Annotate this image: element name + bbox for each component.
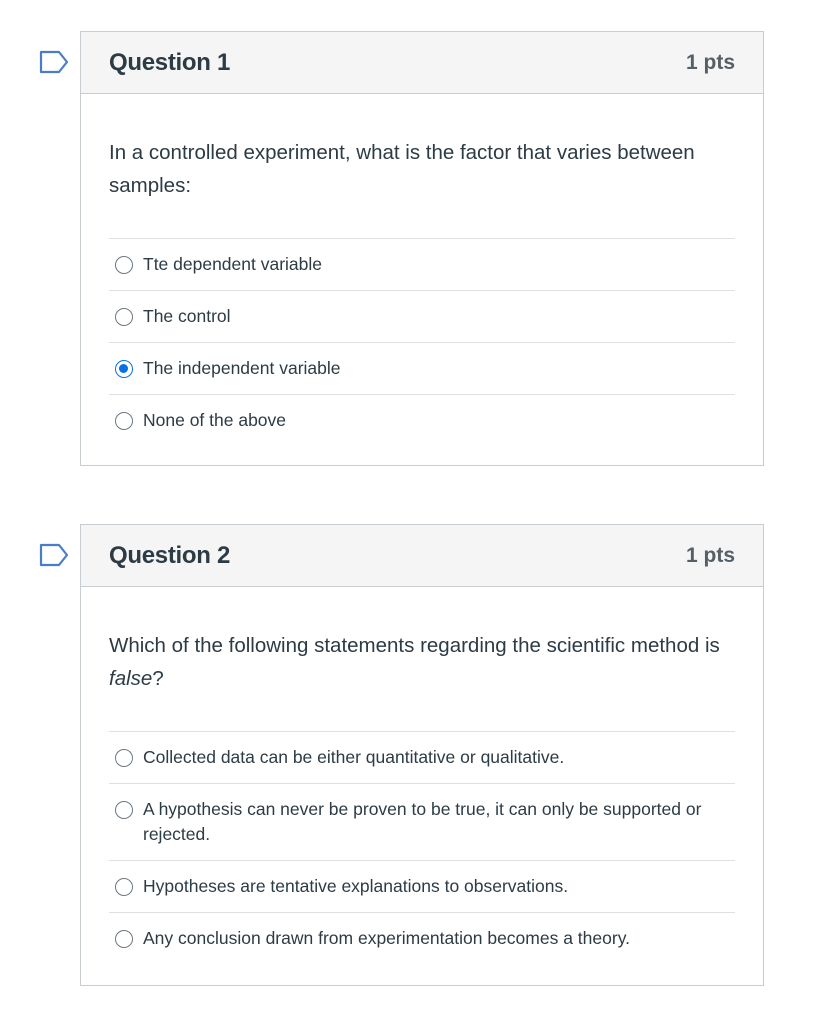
question-points: 1 pts [685, 50, 735, 74]
answer-label: None of the above [143, 410, 287, 430]
question-text-part: ? [152, 667, 164, 690]
answer-label: Tte dependent variable [143, 254, 323, 274]
answer-option[interactable] [109, 783, 735, 860]
question-body [81, 587, 763, 964]
question-text-part: Which of the following statements regarding the scientific method is [109, 634, 720, 657]
radio-button[interactable] [115, 749, 133, 767]
question-body [81, 94, 763, 446]
radio-button[interactable] [115, 801, 133, 819]
answer-label: The control [143, 306, 231, 326]
answer-label: The independent variable [143, 358, 341, 378]
answer-option[interactable] [109, 290, 735, 342]
question-points: 1 pts [685, 543, 735, 567]
radio-button[interactable] [115, 256, 133, 274]
question-header [81, 525, 763, 587]
answer-label: Hypotheses are tentative explanations to observations. [143, 876, 569, 896]
radio-button[interactable] [115, 308, 133, 326]
radio-button-selected[interactable] [115, 360, 133, 378]
answer-label: Any conclusion drawn from experimentation becomes a theory. [143, 928, 631, 948]
question-card-1 [80, 31, 764, 466]
answer-label: Collected data can be either quantitative or qualitative. [143, 747, 565, 767]
radio-button[interactable] [115, 878, 133, 896]
question-text [109, 629, 735, 695]
question-text-emphasis: false [109, 667, 153, 690]
answer-option[interactable] [109, 912, 735, 964]
radio-button[interactable] [115, 412, 133, 430]
radio-button[interactable] [115, 930, 133, 948]
answer-option[interactable] [109, 731, 735, 783]
answer-option[interactable] [109, 394, 735, 446]
question-title: Question 2 [109, 541, 231, 569]
answer-list [109, 238, 735, 446]
flag-question-icon[interactable] [38, 50, 70, 74]
answer-option[interactable] [109, 238, 735, 290]
question-header [81, 32, 763, 94]
answer-option[interactable] [109, 860, 735, 912]
answer-label: A hypothesis can never be proven to be true, it can only be supported or rejected. [143, 799, 702, 844]
flag-question-icon[interactable] [38, 543, 70, 567]
question-card-2 [80, 524, 764, 986]
question-text: In a controlled experiment, what is the factor that varies between samples: [109, 141, 695, 197]
answer-option[interactable] [109, 342, 735, 394]
question-title: Question 1 [109, 48, 231, 76]
answer-list [109, 731, 735, 964]
